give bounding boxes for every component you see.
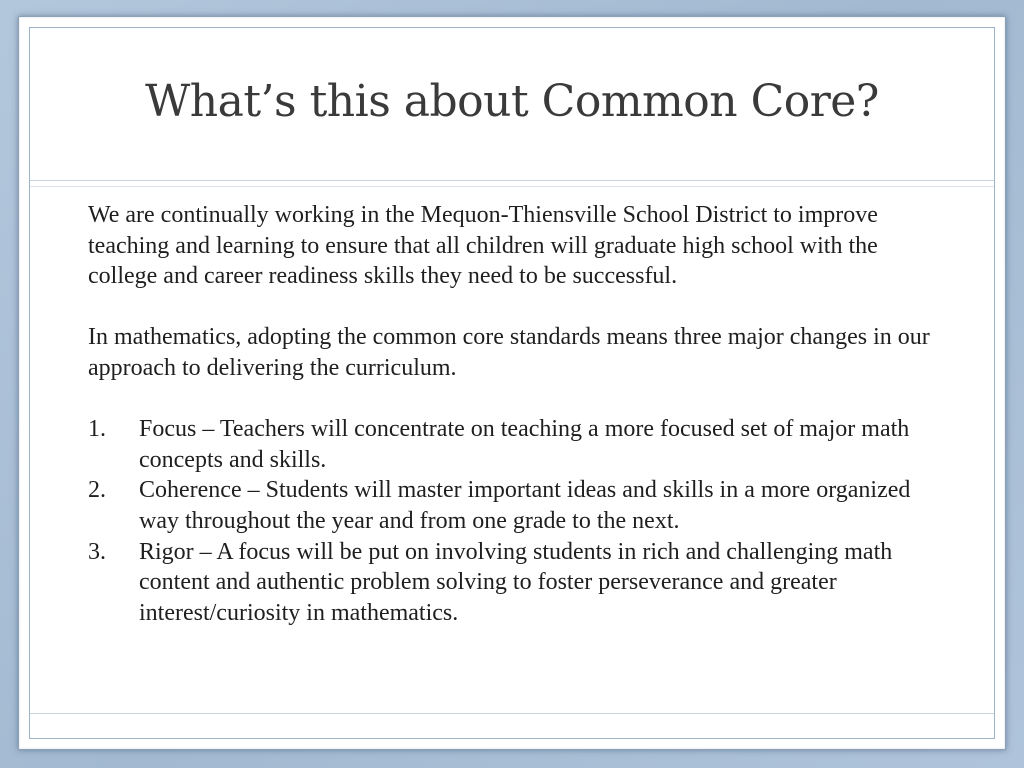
footer-band	[30, 713, 994, 738]
changes-list	[88, 414, 948, 628]
slide-frame	[29, 27, 995, 739]
list-item-focus	[88, 414, 948, 475]
title-area	[30, 28, 994, 181]
list-item-text: Focus – Teachers will concentrate on teaching a more focused set of major math concepts and skills.	[139, 416, 910, 473]
list-number: 3.	[88, 538, 106, 565]
list-number: 2.	[88, 477, 106, 504]
slide-title: What’s this about Common Core?	[145, 76, 879, 127]
slide-body	[88, 200, 948, 628]
intro-paragraph: We are continually working in the Mequon-Thiensville School District to improve teaching and learning to ensure that all children will graduate high school with the college and career readiness skills they need to be successful.	[88, 202, 878, 290]
list-item-text: Rigor – A focus will be put on involving students in rich and challenging math content and authentic problem solving to foster perseverance and greater interest/curiosity in mathematics.	[139, 538, 893, 626]
list-number: 1.	[88, 416, 106, 443]
list-item-coherence	[88, 475, 948, 536]
slide	[18, 16, 1006, 750]
title-divider	[30, 186, 994, 187]
list-item-text: Coherence – Students will master important ideas and skills in a more organized way throughout the year and from one grade to the next.	[139, 477, 911, 534]
math-paragraph: In mathematics, adopting the common core standards means three major changes in our approach to delivering the curriculum.	[88, 324, 930, 381]
list-item-rigor	[88, 537, 948, 629]
